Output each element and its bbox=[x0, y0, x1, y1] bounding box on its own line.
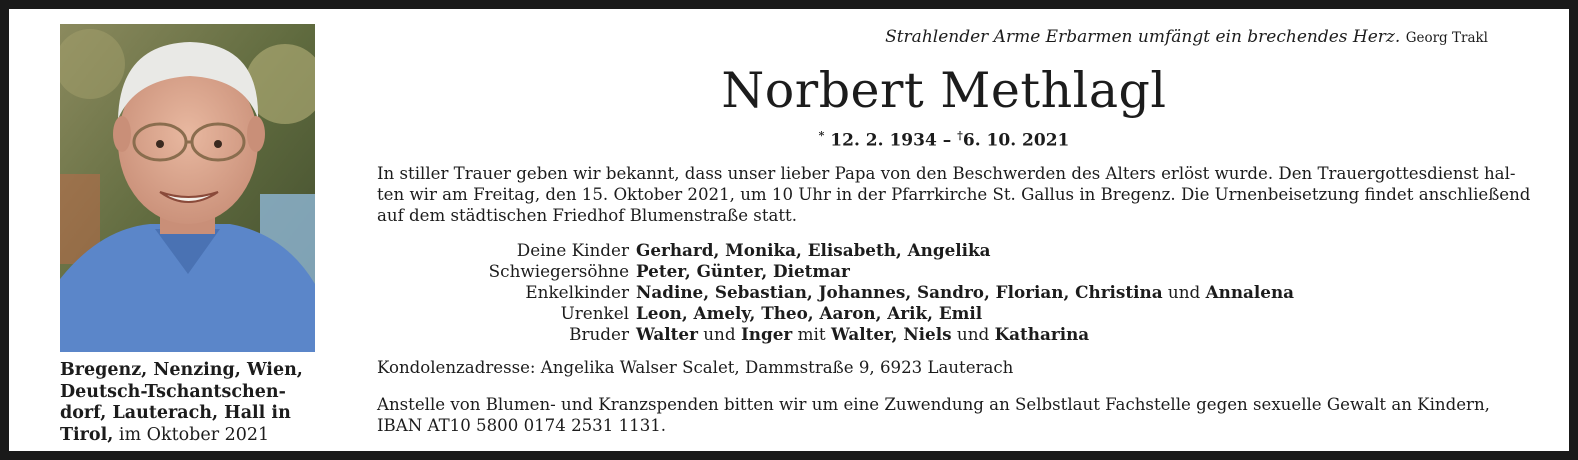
family-label: Bruder bbox=[569, 324, 629, 344]
life-dates bbox=[374, 129, 1514, 151]
places-line-4: Tirol, bbox=[60, 424, 114, 445]
family-names: Walter, Niels bbox=[830, 324, 952, 344]
family-row-kinder bbox=[377, 240, 1294, 261]
family-label: Schwiegersöhne bbox=[488, 261, 629, 281]
places-caption bbox=[60, 360, 330, 446]
family-label: Urenkel bbox=[560, 303, 629, 323]
announcement-line: auf dem städtischen Friedhof Blumenstraße statt. bbox=[377, 206, 797, 225]
family-row-urenkel bbox=[377, 303, 1294, 324]
conjunction: und bbox=[697, 324, 741, 344]
condolence-address: Kondolenzadresse: Angelika Walser Scalet, Dammstraße 9, 6923 Lauterach bbox=[377, 358, 1014, 377]
birth-date: 12. 2. 1934 bbox=[830, 130, 937, 151]
places-line-3: dorf, Lauterach, Hall in bbox=[60, 403, 291, 423]
announcement-text bbox=[377, 163, 1530, 226]
family-names: Katharina bbox=[994, 324, 1090, 344]
deceased-name: Norbert Methlagl bbox=[721, 62, 1167, 119]
donation-line: IBAN AT10 5800 0174 2531 1131. bbox=[377, 416, 667, 435]
birth-mark: * bbox=[818, 129, 825, 142]
portrait-photo bbox=[60, 24, 315, 352]
epigraph bbox=[885, 27, 1488, 47]
family-names: Nadine, Sebastian, Johannes, Sandro, Florian, Christina bbox=[636, 282, 1163, 302]
family-label: Enkelkinder bbox=[525, 282, 629, 302]
family-names: Annalena bbox=[1205, 282, 1295, 302]
conjunction: mit bbox=[792, 324, 831, 344]
family-row-enkelkinder bbox=[377, 282, 1294, 303]
date-dash: – bbox=[936, 130, 958, 151]
announcement-line: ten wir am Freitag, den 15. Oktober 2021, um 10 Uhr in der Pfarrkirche St. Gallus in Bregenz. Die Urnenbeisetzung findet anschließend bbox=[377, 185, 1531, 204]
family-row-schwiegersoehne bbox=[377, 261, 1294, 282]
family-names: Inger bbox=[740, 324, 793, 344]
epigraph-author: Georg Trakl bbox=[1405, 30, 1488, 46]
places-date: im Oktober 2021 bbox=[113, 424, 270, 445]
family-row-bruder bbox=[377, 324, 1294, 345]
places-line-2: Deutsch-Tschantschen- bbox=[60, 381, 286, 402]
places-line-1: Bregenz, Nenzing, Wien, bbox=[60, 360, 303, 380]
death-date: 6. 10. 2021 bbox=[962, 130, 1070, 151]
portrait-illustration bbox=[60, 24, 315, 352]
donation-note bbox=[377, 394, 1490, 436]
epigraph-text: Strahlender Arme Erbarmen umfängt ein brechendes Herz. bbox=[885, 27, 1401, 47]
family-names: Leon, Amely, Theo, Aaron, Arik, Emil bbox=[636, 303, 983, 323]
donation-line: Anstelle von Blumen- und Kranzspenden bitten wir um eine Zuwendung an Selbstlaut Fachstelle gegen sexuelle Gewalt an Kindern, bbox=[377, 395, 1490, 414]
announcement-line: In stiller Trauer geben wir bekannt, dass unser lieber Papa von den Beschwerden des Alters erlöst wurde. Den Trauergottesdienst hal- bbox=[377, 164, 1516, 183]
conjunction: und bbox=[1162, 282, 1206, 302]
conjunction: und bbox=[951, 324, 995, 344]
family-names: Walter bbox=[636, 324, 698, 344]
death-mark: † bbox=[957, 129, 963, 142]
family-label: Deine Kinder bbox=[516, 240, 629, 260]
family-names: Peter, Günter, Dietmar bbox=[636, 261, 850, 281]
family-list bbox=[377, 240, 1294, 345]
family-names: Gerhard, Monika, Elisabeth, Angelika bbox=[636, 240, 991, 260]
